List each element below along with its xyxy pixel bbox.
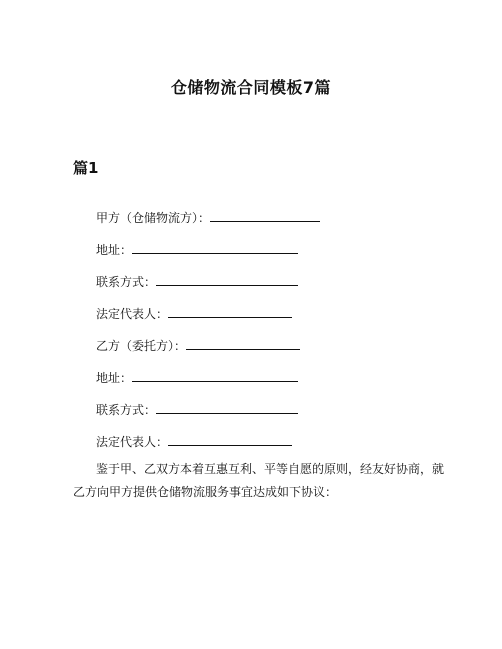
field-label: 法定代表人： [96,307,169,321]
field-label: 地址： [96,371,133,385]
fill-in-blank [132,369,298,382]
fill-in-blank [156,273,298,286]
party-a-legal-rep-field [96,305,292,322]
fill-in-blank [168,305,292,318]
section-heading: 篇1 [73,159,99,177]
party-b-address-field [96,369,298,386]
party-a-address-field [96,241,298,258]
party-a-contact-field [96,273,298,290]
party-b-contact-field [96,401,298,418]
party-b-name-field [96,337,300,354]
field-label: 联系方式： [96,403,157,417]
fill-in-blank [186,337,300,350]
field-label: 乙方（委托方）： [96,339,187,353]
party-a-name-field [96,209,320,226]
fill-in-blank [156,401,298,414]
document-title: 仓储物流合同模板7篇 [170,78,332,97]
fill-in-blank [168,433,292,446]
fill-in-blank [210,209,320,222]
preamble-paragraph: 鉴于甲、乙双方本着互惠互利、平等自愿的原则，经友好协商，就乙方向甲方提供仓储物流服务事宜达成如下协议： [73,462,445,499]
field-label: 联系方式： [96,275,157,289]
field-label: 地址： [96,243,133,257]
fill-in-blank [132,241,298,254]
field-label: 法定代表人： [96,435,169,449]
party-b-legal-rep-field [96,433,292,450]
field-label: 甲方（仓储物流方）： [96,211,211,225]
